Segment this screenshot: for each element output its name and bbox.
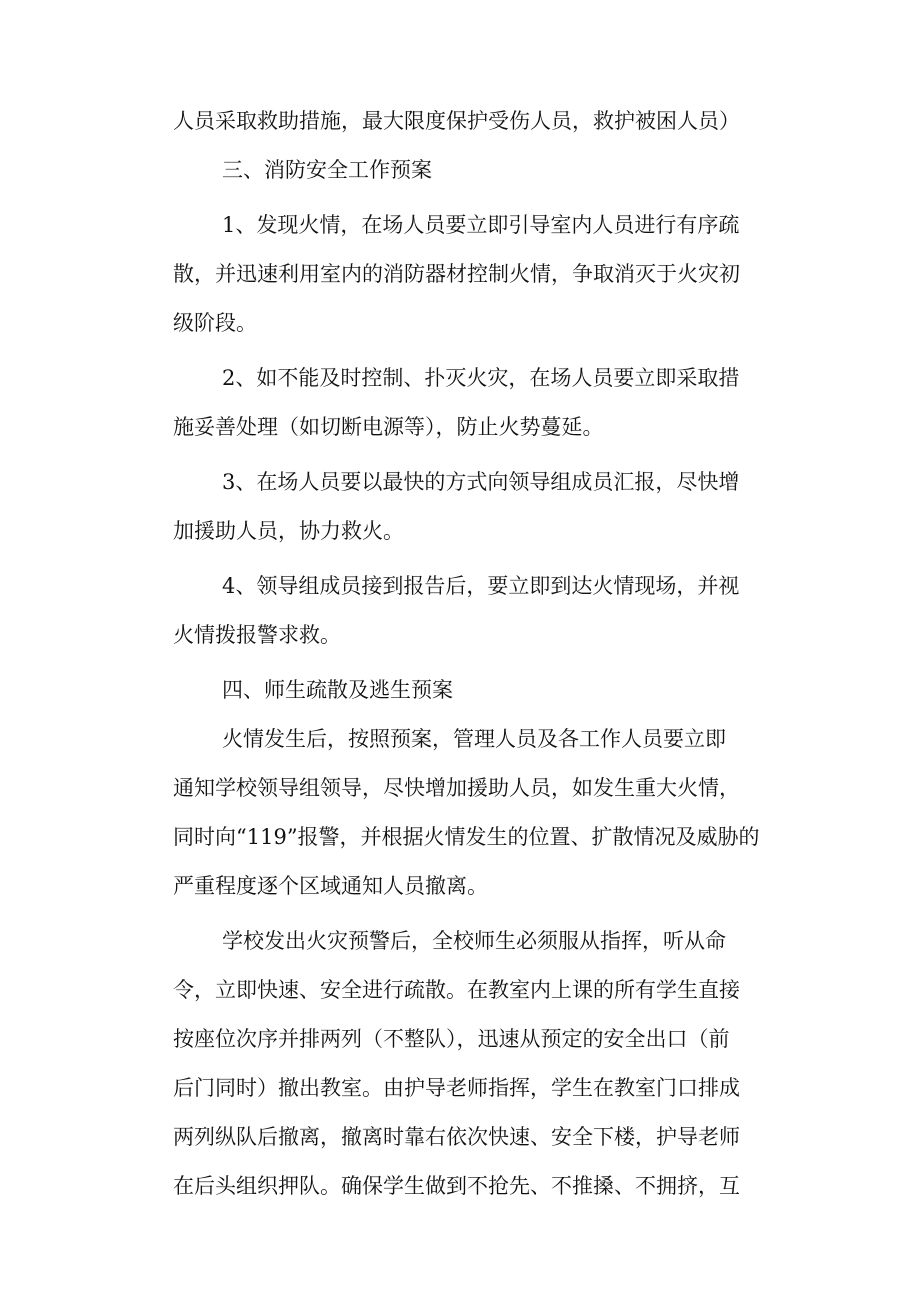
text-line: 施妥善处理（如切断电源等），防止火势蔓延。 (173, 415, 604, 439)
text-line: 学校发出火灾预警后，全校师生必须服从指挥，听从命 (222, 929, 726, 953)
text-line: 同时向“119”报警，并根据火情发生的位置、扩散情况及威胁的 (173, 825, 760, 849)
text-line: 按座位次序并排两列（不整队），迅速从预定的安全出口（前 (173, 1027, 730, 1051)
text-line: 级阶段。 (173, 311, 257, 335)
text-line: 人员采取救助措施，最大限度保护受伤人员，救护被困人员） (173, 109, 740, 133)
text-line: 散，并迅速利用室内的消防器材控制火情，争取消灭于火灾初 (173, 262, 740, 286)
text-line: 通知学校领导组领导，尽快增加援助人员，如发生重大火情， (173, 776, 740, 800)
text-line: 两列纵队后撤离，撤离时靠右依次快速、安全下楼，护导老师 (173, 1125, 740, 1149)
text-line: 后门同时）撤出教室。由护导老师指挥，学生在教室门口排成 (173, 1076, 740, 1100)
text-line: 4、领导组成员接到报告后，要立即到达火情现场，并视 (222, 574, 740, 598)
text-line: 加援助人员，协力救火。 (173, 519, 404, 543)
text-line: 四、师生疏散及逃生预案 (222, 678, 453, 702)
text-line: 令，立即快速、安全进行疏散。在教室内上课的所有学生直接 (173, 978, 740, 1002)
text-line: 火情发生后，按照预案，管理人员及各工作人员要立即 (222, 727, 726, 751)
text-line: 2、如不能及时控制、扑灭火灾，在场人员要立即采取措 (222, 366, 740, 390)
text-line: 3、在场人员要以最快的方式向领导组成员汇报，尽快增 (222, 470, 740, 494)
text-line: 1、发现火情，在场人员要立即引导室内人员进行有序疏 (222, 213, 740, 237)
text-line: 三、消防安全工作预案 (222, 158, 432, 182)
document-body (173, 97, 760, 1211)
text-line: 火情拨报警求救。 (173, 623, 341, 647)
text-line: 在后头组织押队。确保学生做到不抢先、不推搡、不拥挤，互 (173, 1174, 740, 1198)
text-line: 严重程度逐个区域通知人员撤离。 (173, 874, 488, 898)
